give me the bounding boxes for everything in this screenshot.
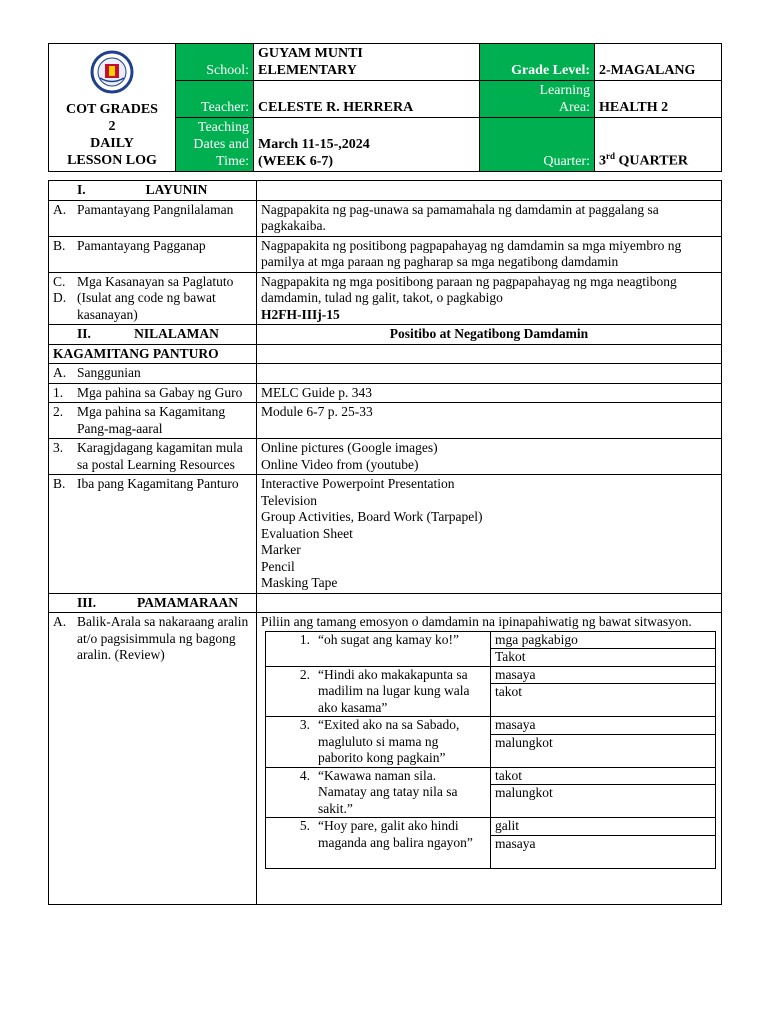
- table-row: 1. Mga pahina sa Gabay ng Guro MELC Guide p. 343: [49, 383, 722, 403]
- teacher-label: Teacher:: [176, 81, 254, 118]
- teacher-value: CELESTE R. HERRERA: [254, 81, 480, 118]
- quiz-item: 2. “Hindi ako makakapunta sa madilim na lugar kung wala ako kasama” masaya: [266, 666, 716, 684]
- review-instruction: Piliin ang tamang emosyon o damdamin na ipinapahiwatig ng bawat sitwasyon.: [261, 614, 692, 629]
- teaching-dates-value: March 11-15-,2024 (WEEK 6-7): [254, 118, 480, 172]
- table-row: 2. Mga pahina sa Kagamitang Pang-mag-aaral Module 6-7 p. 25-33: [49, 403, 722, 439]
- learning-area-label: Learning Area:: [480, 81, 595, 118]
- quiz-item: 5. “Hoy pare, galit ako hindi maganda ang balira ngayon” galit: [266, 818, 716, 836]
- lesson-log-table: [48, 180, 722, 905]
- school-value: GUYAM MUNTI ELEMENTARY: [254, 44, 480, 81]
- quarter-label: Quarter:: [480, 118, 595, 172]
- grade-level-value: 2-MAGALANG: [595, 44, 722, 81]
- quiz-choice: takot: [491, 767, 716, 785]
- deped-seal-logo: [82, 50, 142, 94]
- quiz-choice: Takot: [491, 649, 716, 667]
- table-row: A. Sanggunian: [49, 364, 722, 384]
- table-row: 3. Karagjdagang kagamitan mula sa postal Learning Resources Online pictures (Google images) Online Video from (youtube): [49, 439, 722, 475]
- quiz-item: 1. “oh sugat ang kamay ko!” mga pagkabigo: [266, 631, 716, 649]
- teaching-dates-label: Teaching Dates and Time:: [176, 118, 254, 172]
- quiz-item: 4. “Kawawa naman sila. Namatay ang tatay nila sa sakit.” takot: [266, 767, 716, 785]
- quarter-value: 3rd QUARTER: [595, 118, 722, 172]
- school-label: School:: [176, 44, 254, 81]
- learning-area-value: HEALTH 2: [595, 81, 722, 118]
- section-layunin: I. LAYUNIN: [49, 181, 722, 201]
- header-table: [48, 43, 722, 172]
- grade-level-label: Grade Level:: [480, 44, 595, 81]
- table-row: A. Balik-Arala sa nakaraang aralin at/o pagsisimmula ng bagong aralin. (Review) Piliin ang tamang emosyon o damdamin na ipinapahiwatig ng bawat sitwasyon. 1. “oh sugat ang kamay ko!” mga pagkabigo Takot 2. “Hindi ako makakapunta sa madilim na lugar kung wala ako kasama” masaya takot 3. “Exited ako na sa Sabado, magluluto si mama ng paborito kong pagkain” masaya malungkot 4. “Kawawa naman sila. Namatay ang tatay nila sa sakit.” takot malungkot 5. “Hoy pare, galit ako hindi maganda ang balira ngayon” galit masaya: [49, 613, 722, 905]
- section-pamamaraan: III. PAMAMARAAN: [49, 593, 722, 613]
- logo-title: COT GRADES 2 DAILY LESSON LOG: [66, 102, 158, 168]
- topic-title: Positibo at Negatibong Damdamin: [257, 325, 722, 345]
- table-row: A. Pamantayang Pangnilalaman Nagpapakita ng pag-unawa sa pamamahala ng damdamin at paggalang sa pagkakaiba.: [49, 200, 722, 236]
- logo-cell: [49, 44, 176, 172]
- section-kagamitan: KAGAMITANG PANTURO: [49, 344, 722, 364]
- quiz-item: 3. “Exited ako na sa Sabado, magluluto si mama ng paborito kong pagkain” masaya: [266, 717, 716, 735]
- competency-code: H2FH-IIIj-15: [261, 306, 340, 322]
- quiz-choice: malungkot: [491, 734, 716, 767]
- quiz-choice: masaya: [491, 835, 716, 868]
- table-row: B. Iba pang Kagamitang Panturo Interactive Powerpoint Presentation Television Group Activities, Board Work (Tarpapel) Evaluation Sheet Marker Pencil Masking Tape: [49, 475, 722, 594]
- table-row: B. Pamantayang Pagganap Nagpapakita ng positibong pagpapahayag ng damdamin sa mga miyembro ng pamilya at mga paraan ng pagharap sa mga negatibong damdamin: [49, 236, 722, 272]
- quiz-choice: takot: [491, 684, 716, 717]
- table-row: C. Mga Kasanayan sa Paglatuto D. (Isulat ang code ng bawat kasanayan) Nagpapakita ng mga positibong paraan ng pagpapahayag ng mga neagtibong damdamin, tulad ng galit, takot, o pagkabigo H2FH-IIIj-15: [49, 272, 722, 325]
- quiz-choice: malungkot: [491, 785, 716, 818]
- section-nilalaman: II. NILALAMAN Positibo at Negatibong Damdamin: [49, 325, 722, 345]
- quiz-choice: masaya: [491, 717, 716, 735]
- review-quiz-table: [265, 631, 716, 869]
- quiz-choice: galit: [491, 818, 716, 836]
- quiz-choice: mga pagkabigo: [491, 631, 716, 649]
- quiz-choice: masaya: [491, 666, 716, 684]
